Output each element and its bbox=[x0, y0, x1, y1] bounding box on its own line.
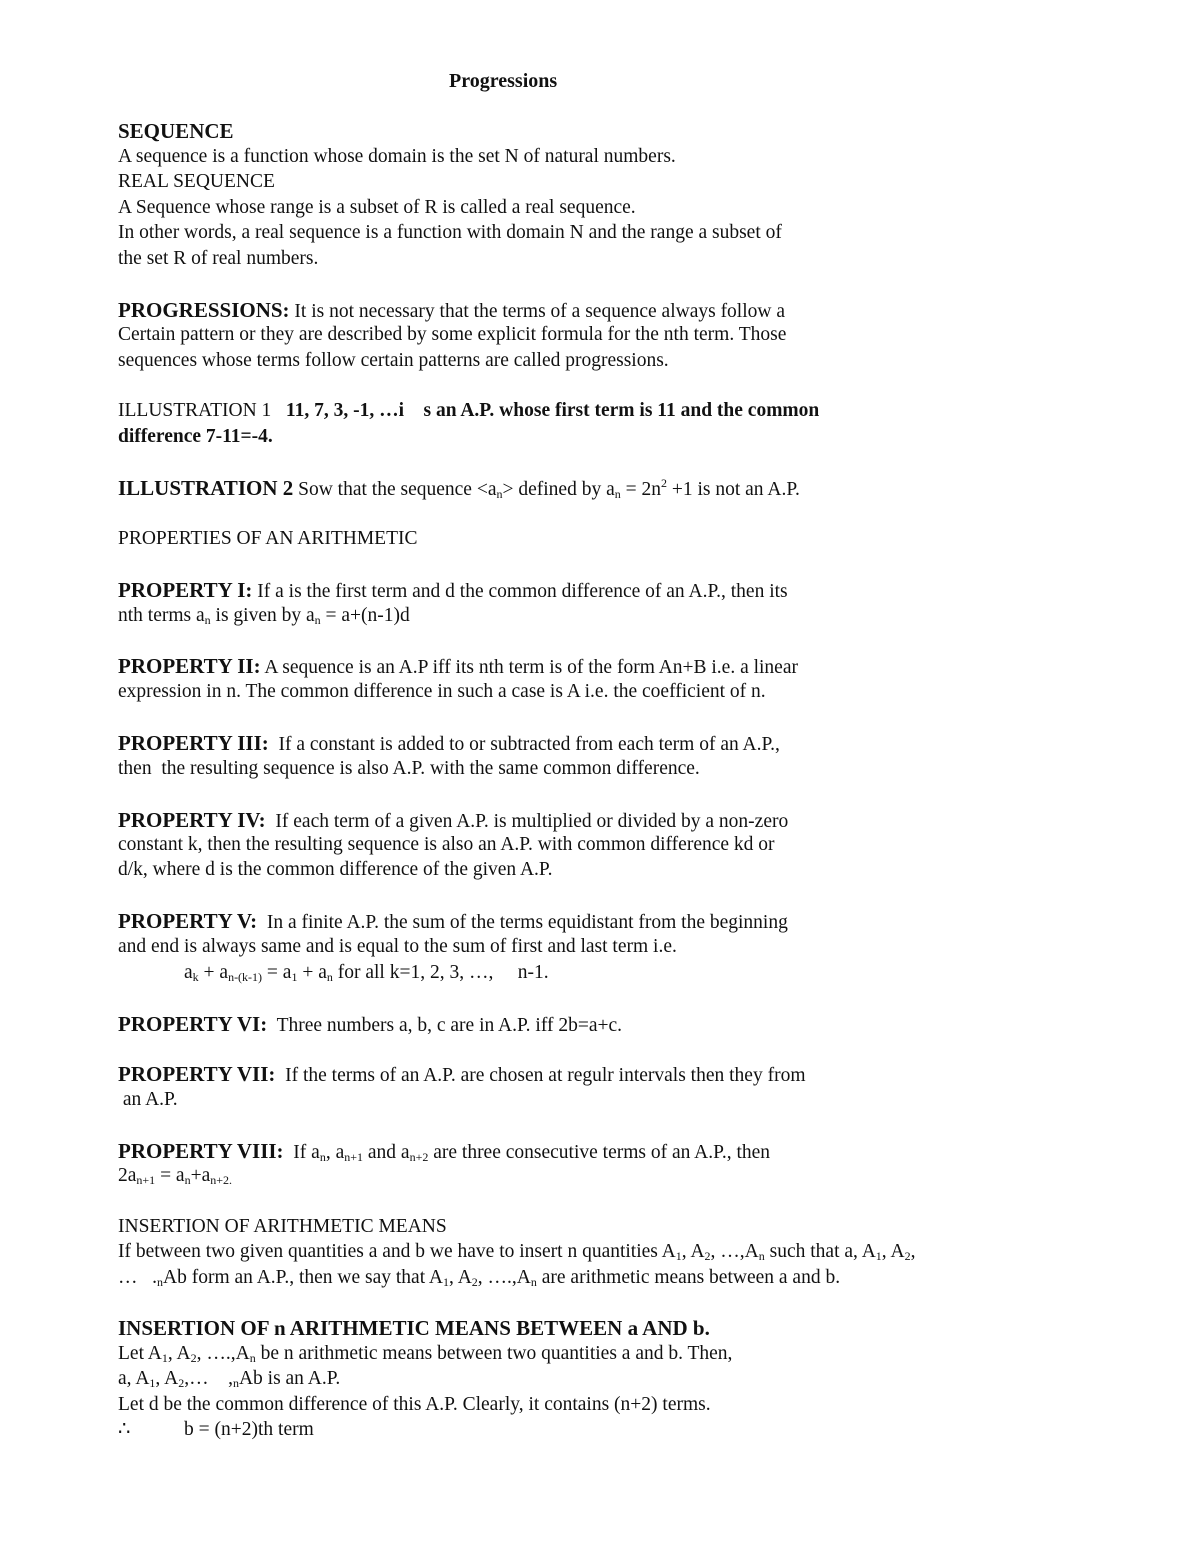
property-3-line-2: then the resulting sequence is also A.P. with the same common difference. bbox=[118, 758, 700, 779]
property-5-label: PROPERTY V: bbox=[118, 909, 258, 933]
property-1-label: PROPERTY I: bbox=[118, 578, 253, 602]
insertion-n-line-4: b = (n+2)th term bbox=[184, 1419, 314, 1440]
progressions-paragraph-line-2: Certain pattern or they are described by some explicit formula for the nth term. Those bbox=[118, 324, 787, 345]
property-7-line-1: PROPERTY VII: If the terms of an A.P. are chosen at regulr intervals then they from bbox=[118, 1062, 806, 1086]
insertion-line-2: … $._nAb$ form an A.P., then we say that $A_1$, $A_2$, $\dots.,A_n$ are arithmetic means between a and b. bbox=[118, 1267, 841, 1289]
sequence-heading: SEQUENCE bbox=[118, 119, 234, 143]
property-3-label: PROPERTY III: bbox=[118, 731, 269, 755]
sequence-definition: A sequence is a function whose domain is the set N of natural numbers. bbox=[118, 146, 676, 167]
property-3-line-1: PROPERTY III: If a constant is added to or subtracted from each term of an A.P., bbox=[118, 731, 780, 755]
insertion-n-line-3: Let d be the common difference of this A.P. Clearly, it contains (n+2) terms. bbox=[118, 1394, 711, 1415]
property-2-label: PROPERTY II: bbox=[118, 654, 261, 678]
illustration-2-line: ILLUSTRATION 2 Sow that the sequence $<a_n>$ defined by $a_n = 2n^2 +1$ is not an A.P. bbox=[118, 476, 800, 501]
progressions-paragraph-line-3: sequences whose terms follow certain patterns are called progressions. bbox=[118, 350, 669, 371]
property-2-line-2: expression in n. The common difference in such a case is A i.e. the coefficient of n. bbox=[118, 681, 766, 702]
insertion-n-line-1: Let $A_1$, $A_2$, $\dots.,A_n$ be n arithmetic means between two quantities a and b. Then, bbox=[118, 1343, 733, 1365]
property-6-line-1: PROPERTY VI: Three numbers a, b, c are in A.P. iff 2b=a+c. bbox=[118, 1012, 623, 1036]
insertion-line-1: If between two given quantities a and b we have to insert n quantities $A_1$, $A_2$, $\dots,A_n$ such that a, $A_1$, $A_2$, bbox=[118, 1241, 916, 1263]
property-7-label: PROPERTY VII: bbox=[118, 1062, 276, 1086]
property-1-line-2: nth terms $a_n$ is given by $a_n = a+(n-1)d$ bbox=[118, 605, 410, 627]
property-5-line-1: PROPERTY V: In a finite A.P. the sum of the terms equidistant from the beginning bbox=[118, 909, 788, 933]
real-sequence-heading: REAL SEQUENCE bbox=[118, 171, 275, 192]
illustration-1-label: ILLUSTRATION 1 bbox=[118, 400, 272, 421]
insertion-heading: INSERTION OF ARITHMETIC MEANS bbox=[118, 1216, 447, 1237]
property-8-label: PROPERTY VIII: bbox=[118, 1139, 284, 1163]
property-8-line-2: $2a_{n+1} = a_n+a_{n+2.}$ bbox=[118, 1165, 233, 1187]
property-2-line-1: PROPERTY II: A sequence is an A.P iff its nth term is of the form An+B i.e. a linear bbox=[118, 654, 798, 678]
illustration-1-line-1: ILLUSTRATION 1 11, 7, 3, -1, …i s an A.P. whose first term is 11 and the common bbox=[118, 400, 820, 421]
therefore-symbol: ∴ bbox=[118, 1419, 131, 1440]
insertion-n-heading: INSERTION OF n ARITHMETIC MEANS BETWEEN a AND b. bbox=[118, 1316, 710, 1340]
properties-heading: PROPERTIES OF AN ARITHMETIC bbox=[118, 528, 418, 549]
property-4-line-3: d/k, where d is the common difference of the given A.P. bbox=[118, 859, 553, 880]
property-5-formula: $a_k + a_{n-(k-1)} = a_1 + a_n$ for all k=1, 2, 3, …, n-1. bbox=[184, 962, 549, 984]
property-4-line-2: constant k, then the resulting sequence is also an A.P. with common difference kd or bbox=[118, 834, 775, 855]
property-4-label: PROPERTY IV: bbox=[118, 808, 266, 832]
other-words-line-1: In other words, a real sequence is a function with domain N and the range a subset of bbox=[118, 222, 782, 243]
property-1-line-1: PROPERTY I: If a is the first term and d the common difference of an A.P., then its bbox=[118, 578, 788, 602]
property-7-line-2: an A.P. bbox=[118, 1089, 178, 1110]
illustration-1-line-2: difference 7-11=-4. bbox=[118, 426, 273, 447]
property-5-line-2: and end is always same and is equal to the sum of first and last term i.e. bbox=[118, 936, 677, 957]
real-sequence-definition: A Sequence whose range is a subset of R is called a real sequence. bbox=[118, 197, 636, 218]
property-6-label: PROPERTY VI: bbox=[118, 1012, 268, 1036]
property-8-line-1: PROPERTY VIII: If $a_n$, $a_{n+1}$ and $a_{n+2}$ are three consecutive terms of an A.P., then bbox=[118, 1139, 771, 1164]
illustration-2-label: ILLUSTRATION 2 bbox=[118, 476, 294, 500]
other-words-line-2: the set R of real numbers. bbox=[118, 248, 319, 269]
insertion-n-line-2: a, $A_1$, $A_2,\dots$ $,_nAb$ is an A.P. bbox=[118, 1368, 341, 1390]
page-title: Progressions bbox=[449, 70, 558, 92]
property-4-line-1: PROPERTY IV: If each term of a given A.P. is multiplied or divided by a non-zero bbox=[118, 808, 789, 832]
progressions-paragraph-line-1: PROGRESSIONS: It is not necessary that the terms of a sequence always follow a bbox=[118, 298, 786, 322]
progressions-heading: PROGRESSIONS: bbox=[118, 298, 290, 322]
